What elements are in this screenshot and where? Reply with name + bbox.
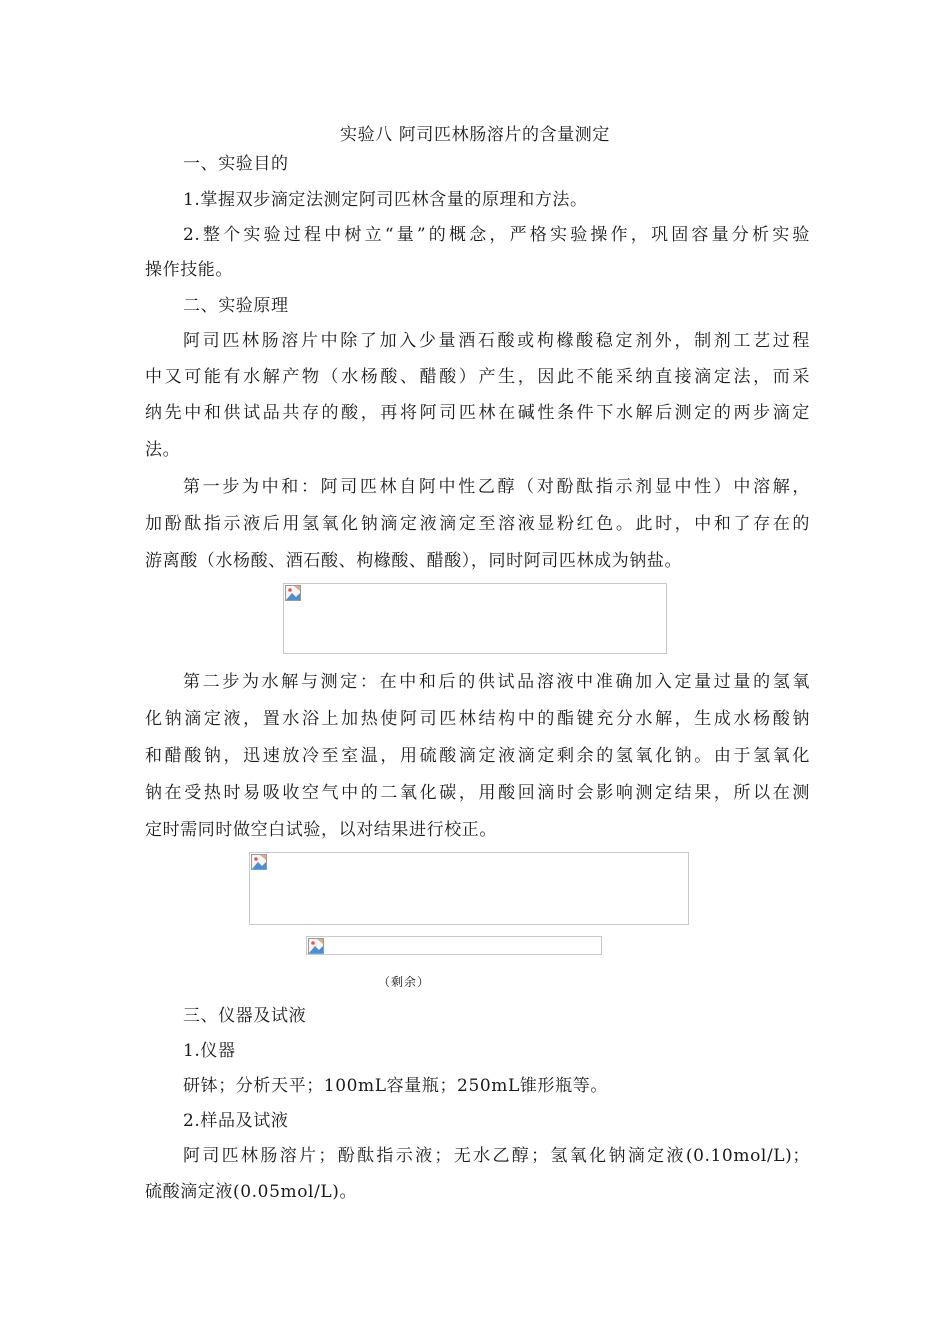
principle-paragraph-1-line-2: 中又可能有水解产物（水杨酸、醋酸）产生，因此不能采纳直接滴定法，而采 (145, 367, 810, 387)
section-heading-instruments: 三、仪器及试液 (183, 1006, 307, 1026)
page-title: 实验八 阿司匹林肠溶片的含量测定 (339, 125, 610, 145)
instruments-subheading: 1.仪器 (183, 1041, 236, 1061)
broken-image-icon (285, 585, 301, 601)
section-heading-principle: 二、实验原理 (183, 296, 289, 316)
principle-paragraph-1-line-4: 法。 (145, 440, 181, 460)
instruments-list: 研钵；分析天平；100mL容量瓶；250mL锥形瓶等。 (183, 1076, 608, 1096)
reagents-list-line-2: 硫酸滴定液(0.05mol/L)。 (145, 1182, 358, 1202)
principle-paragraph-3-line-4: 钠在受热时易吸收空气中的二氧化碳，用酸回滴时会影响测定结果，所以在测 (145, 783, 810, 803)
principle-paragraph-3-line-2: 化钠滴定液，置水浴上加热使阿司匹林结构中的酯键充分水解，生成水杨酸钠 (145, 709, 810, 729)
principle-paragraph-2-line-1: 第一步为中和：阿司匹林自阿中性乙醇（对酚酞指示剂显中性）中溶解， (183, 477, 810, 497)
hydrolysis-equation-image (249, 852, 689, 925)
neutralization-equation-image (283, 583, 667, 654)
section-heading-objectives: 一、实验目的 (183, 154, 289, 174)
principle-paragraph-1-line-3: 纳先中和供试品共存的酸，再将阿司匹林在碱性条件下水解后测定的两步滴定 (145, 403, 810, 423)
principle-paragraph-3-line-1: 第二步为水解与测定：在中和后的供试品溶液中准确加入定量过量的氢氧 (183, 672, 810, 692)
broken-image-icon (308, 938, 324, 954)
objective-item-2-line-2: 操作技能。 (145, 260, 233, 280)
broken-image-icon (251, 854, 267, 870)
objective-item-2-line-1: 2.整个实验过程中树立“量”的概念，严格实验操作，巩固容量分析实验 (183, 225, 810, 245)
reagents-subheading: 2.样品及试液 (183, 1111, 289, 1131)
principle-paragraph-1-line-1: 阿司匹林肠溶片中除了加入少量酒石酸或枸橼酸稳定剂外，制剂工艺过程 (183, 331, 810, 351)
back-titration-equation-image (306, 936, 602, 955)
objective-item-1: 1.掌握双步滴定法测定阿司匹林含量的原理和方法。 (183, 190, 588, 210)
principle-paragraph-2-line-2: 加酚酞指示液后用氢氧化钠滴定液滴定至溶液显粉红色。此时，中和了存在的 (145, 514, 810, 534)
equation-caption-remainder: （剩余） (378, 975, 431, 989)
principle-paragraph-3-line-3: 和醋酸钠，迅速放冷至室温，用硫酸滴定液滴定剩余的氢氧化钠。由于氢氧化 (145, 746, 810, 766)
reagents-list-line-1: 阿司匹林肠溶片；酚酞指示液；无水乙醇；氢氧化钠滴定液(0.10mol/L)； (183, 1146, 810, 1166)
principle-paragraph-2-line-3: 游离酸（水杨酸、酒石酸、枸橼酸、醋酸），同时阿司匹林成为钠盐。 (145, 551, 683, 571)
principle-paragraph-3-line-5: 定时需同时做空白试验，以对结果进行校正。 (145, 820, 497, 840)
